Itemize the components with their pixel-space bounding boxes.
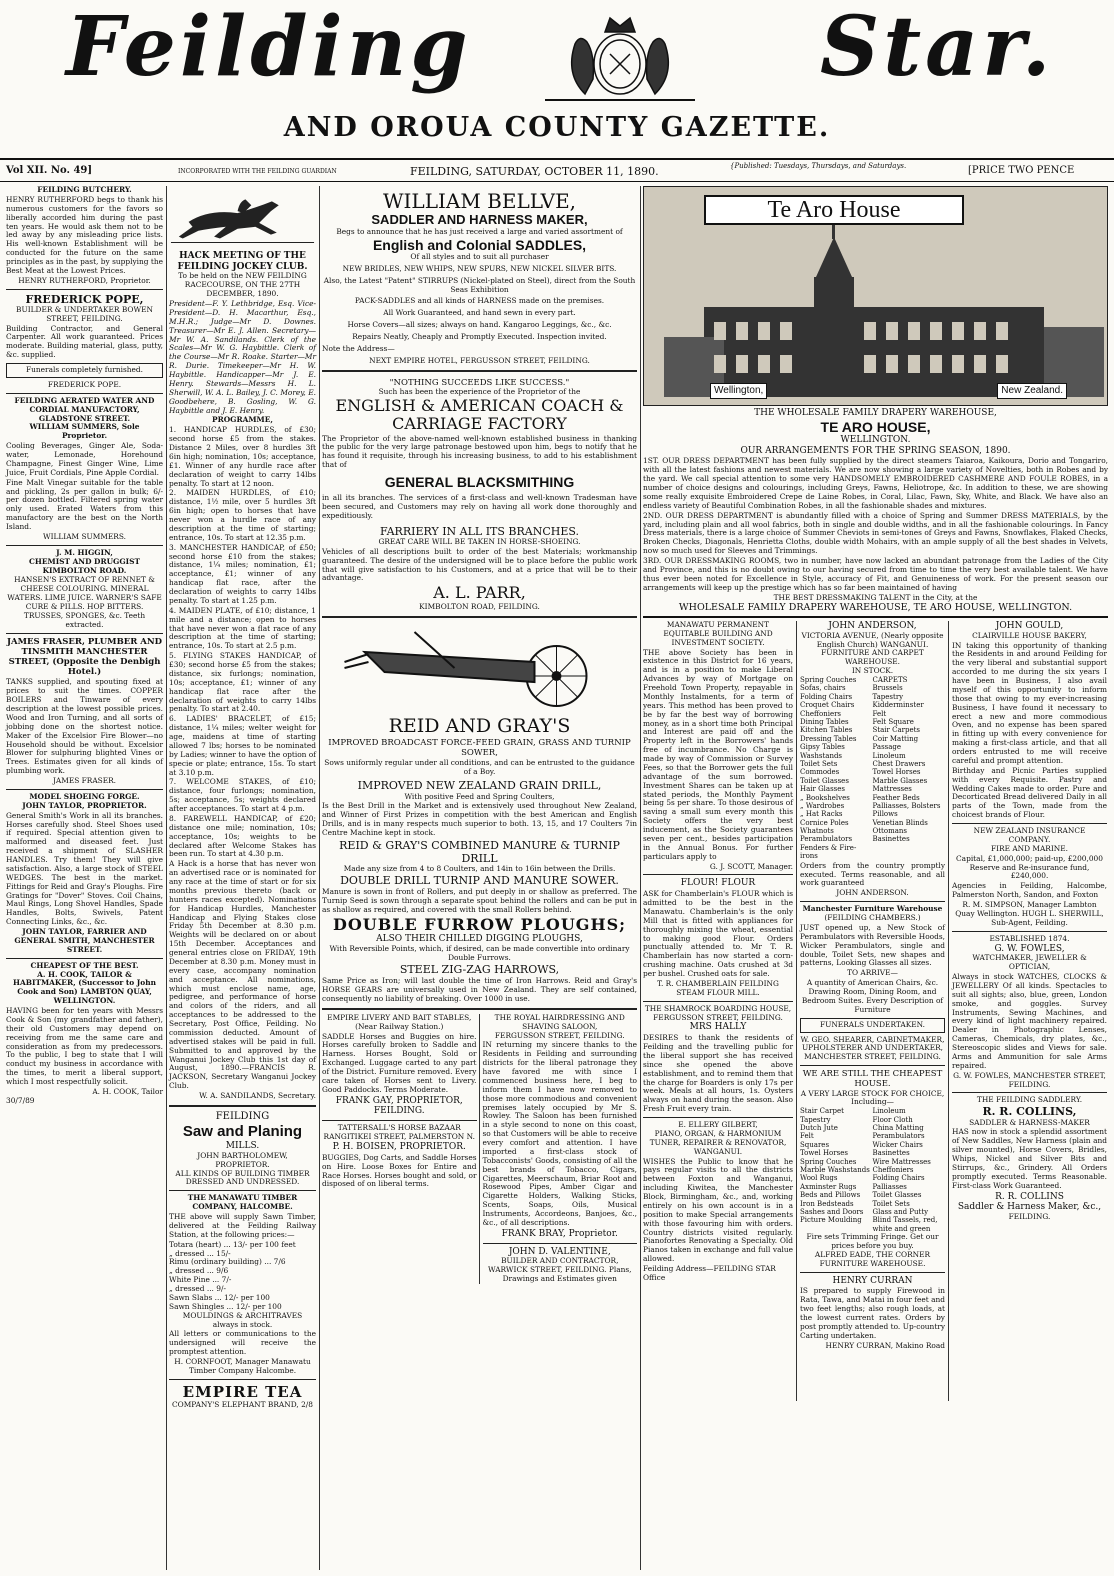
insurance-capital: Capital, £1,000,000; paid-up, £200,000 Reserve and Re-insurance fund, £240,000. — [956, 853, 1103, 881]
list-item: Floor Cloth — [872, 1115, 913, 1124]
boarding-sub: FERGUSSON STREET, FEILDING. — [653, 1012, 783, 1022]
list-item: Toilet Glasses — [872, 1191, 922, 1200]
list-item: Kidderminster — [872, 701, 924, 710]
list-item: Washstands — [800, 751, 843, 760]
masthead-subtitle: AND OROUA COUNTY GAZETTE. — [283, 112, 831, 143]
caption-wellington: Wellington, — [710, 383, 767, 399]
mfw-arrive-text: A quantity of American Chairs, &c. Drawing Room, Dining Room, and Bedroom Suites. Every Description of Furniture — [801, 978, 944, 1014]
timber-price-1: Totara (heart) ... 13/- per 100 feet — [169, 1239, 296, 1249]
list-item: Marble Washstands — [800, 1166, 870, 1174]
pope-funerals-box: Funerals completely furnished. — [6, 363, 163, 378]
ploughs-heading: DOUBLE FURROW PLOUGHS; — [332, 915, 627, 935]
timber-signature: H. CORNFOOT, Manager Manawatu Timber Company Halcombe. — [174, 1357, 311, 1375]
race-rules: A Hack is a horse that has never won an advertised race or is nominated for any race at the time of start or for six months previous thereto (back or hunters races excepted). Nominations for Handicap Hurdles, Manchester Handicap and Flying Stakes close Friday 5th December at 8.30 p.m. Weights will be declared on or about 15th December. Acceptances and general entries close on FRIDAY, 19th December at 8.30 p.m. Money must in every case, accompany nomination and acceptance. All nominations, which must enclose name, age, pedigree, and performance of horse and colors of the riders, and all acceptances to be addressed to the Secretary, Post Office, Feilding. No commission deducted. Amount of advertised stakes will be paid in full. Submitted to and approved by the Wanganui Jockey Club this 1st day of August, 1890.—FRANCIS R. JACKSON, Secretary Wanganui Jockey Club. — [169, 859, 316, 1091]
eade-text: Fire sets Trimming Fringe. Get our prices before you buy. — [806, 1232, 939, 1250]
bellve-line-2: Also, the Latest "Patent" STIRRUPS (Nickel-plated on Steel), direct from the South Seas Exhibition — [323, 275, 636, 294]
parr-text-3: Vehicles of all descriptions built to order of the best Materials; workmanship guaranteed. The desire of the undersigned will be to place before the public work that will give satisfaction to his Customers, and at a price that will be to their advantage. — [322, 546, 637, 583]
insurance-heading: NEW ZEALAND INSURANCE COMPANY. — [973, 826, 1086, 844]
manure-drill-heading: REID & GRAY'S COMBINED MANURE & TURNIP DRILL — [339, 838, 620, 866]
list-item: Felt — [872, 709, 887, 718]
parr-signature: A. L. PARR, — [433, 583, 526, 603]
cook-signature: A. H. COOK, Tailor — [92, 1086, 163, 1096]
list-item: Wicker Chairs — [872, 1140, 923, 1149]
anderson-heading: JOHN ANDERSON, — [828, 620, 917, 631]
list-item: Passage — [872, 743, 902, 752]
race-event-3: 3. MANCHESTER HANDICAP, of £50; second horse £10 from the stakes; distance, 1¼ miles; nomination, £1; acceptance, £1; winner of any handicap flat race, after the declaration of weights to carry 14lbs penalty. To start at 1.25 p.m. — [169, 542, 316, 605]
programme-heading: PROGRAMME, — [212, 415, 273, 425]
list-item: Squares — [800, 1140, 830, 1149]
bellve-line-7: Note the Address— — [322, 343, 395, 353]
list-item: Perambulators — [872, 1132, 925, 1141]
list-item: Blind Tassels, red, white and green — [872, 1216, 938, 1233]
te-aro-house-illustration — [643, 186, 1108, 406]
list-item: Palliasses, Bolsters — [872, 801, 941, 810]
funerals-box: FUNERALS UNDERTAKEN. — [800, 1018, 945, 1033]
ploughs-text: With Reversible Points, which, if desired, can be made convertible into ordinary Double Furrows. — [329, 944, 630, 963]
column-2 — [166, 186, 318, 1570]
grain-drill-text: Is the Best Drill in the Market and is extensively used throughout New Zealand, and Winner of First Prizes in competition with the best American and English Drills, and is in many respects much superior to both. 13, 15, and 17 Coulters 7in Centre Machine kept in stock. — [322, 801, 637, 838]
price: [PRICE TWO PENCE — [968, 165, 1075, 176]
flour-text: ASK for Chamberlain's FLOUR which is admitted to be the best in the Manawatu. Chamberlain's is the only Mill that is fitted with appliances for thoroughly mixing the wheat, essential to making good Flour. Orders punctually attended to. Mr T. R. Chamberlain has now started a corn-crushing machine. Oats crushed at 3d per bushel. Crushed oats for sale. — [643, 889, 793, 979]
te-aro-paragraph-1: 1ST. OUR DRESS DEPARTMENT has been fully supplied by the direct steamers Taiaroa, Kaikoura, Dorio and Tongariro, with all the latest fashions and newest materials. We are now showing a large variety of Novelties, both in Robes and by the yard. We call special attention to some very HANDSOMELY EMBROIDERED CASHMERE AND FOULE ROBES, in a number of choice designs and colourings, including Greys, Fawns, Heliotrope, &c. In addition to these, we are showing some really exquisite Embroidered Crepe de Laine Robes, in Coral, Lilac, Fawn, Sky, White, and Black. We have also an endless variety of Beautiful Combination Robes, in all the fashionable shades and mixtures. — [643, 456, 1108, 510]
parr-text-2: in all its branches. The services of a first-class and well-known Tradesman have been secured, and Customers may rely on having all work done thoroughly and expeditiously. — [322, 493, 637, 520]
butchery-heading: FEILDING BUTCHERY. — [37, 186, 132, 194]
summers-name: WILLIAM SUMMERS, Sole Proprietor. — [29, 422, 140, 441]
list-item: „ Wardrobes — [800, 801, 845, 810]
list-item: Tapestry — [872, 692, 904, 701]
list-item: Feather Beds — [872, 793, 920, 802]
mill-subtitle: MILLS. — [225, 1140, 260, 1151]
fowles-sub: WATCHMAKER, JEWELLER & OPTICIAN, — [972, 953, 1087, 972]
timber-text: THE above will supply Sawn Timber, delivered at the Feilding Railway Station, at the following prices:— — [169, 1212, 316, 1239]
list-item: Whatnots — [800, 827, 834, 836]
list-item: Dutch Jute — [800, 1124, 838, 1133]
boarding-text: DESIRES to thank the residents of Feilding and the travelling public for the liberal support she has received since she opened the above establishment, and to remind them that the charge for Boarders is only 17s per week. Meals at all hours, 1s. Oysters always on hand during the season. Also Fresh Fruit every train. — [643, 1033, 793, 1114]
butchery-text: HENRY RUTHERFORD begs to thank his numerous customers for the favors so liberally accorded him during the past ten years. He would ask them not to be led away by any misleading price lists. His well-known Establishment will be conducted for the future on the same principles as in the past, by supplying the Best Meat at the Lowest Prices. — [6, 194, 163, 275]
timber-price-6: „ dressed ... 9/- — [169, 1284, 226, 1294]
list-item: Chest Drawers — [872, 759, 926, 768]
publication-days: {Published: Tuesdays, Thursdays, and Saturdays. — [730, 162, 907, 170]
list-item: Croquet Chairs — [800, 701, 855, 710]
reid-sower-heading: IMPROVED BROADCAST FORCE-FEED GRAIN, GRASS AND TURNIP SOWER, — [328, 738, 631, 759]
mfw-sub: (FEILDING CHAMBERS.) — [824, 913, 921, 923]
fowles-established: ESTABLISHED 1874. — [989, 933, 1070, 943]
list-item: Venetian Blinds — [872, 818, 928, 827]
race-event-2: 2. MAIDEN HURDLES, of £10; distance, 1½ mile, over 5 hurdles 3ft 6in high; open to horses that have never won a hurdle race of any description at the time of starting; entrance, 10s. To start at 12.35 p.m. — [169, 488, 316, 542]
saloon-signature: FRANK BRAY, Proprietor. — [501, 1228, 618, 1239]
empire-tea-heading: EMPIRE TEA — [182, 1382, 303, 1401]
fraser-signature: JAMES FRASER. — [52, 776, 117, 786]
seed-sower-illustration-icon — [322, 622, 637, 714]
mfw-heading: Manchester Furniture Warehouse — [802, 904, 943, 914]
pope-heading: FREDERICK POPE, — [25, 292, 144, 306]
curran-signature: HENRY CURRAN, Makino Road — [825, 1340, 945, 1350]
list-item: Sofas, chairs — [800, 684, 846, 693]
eade-sub: A VERY LARGE STOCK FOR CHOICE, Including— — [800, 1088, 945, 1107]
list-item: Mattresses — [872, 785, 912, 794]
list-item: Glass and Putty — [872, 1207, 929, 1216]
parr-sub: Such has been the experience of the Proprietor of the — [378, 386, 581, 396]
fraser-heading: JAMES FRASER, PLUMBER AND TINSMITH MANCHESTER STREET, (Opposite the Denbigh Hotel.) — [6, 636, 163, 678]
forge-heading: MODEL SHOEING FORGE. — [29, 791, 140, 801]
bellve-subheading: SADDLER AND HARNESS MAKER, — [371, 212, 588, 227]
bazaar-sub: RANGITIKEI STREET, PALMERSTON N. — [323, 1132, 475, 1142]
timber-price-5: White Pine ... 7/- — [169, 1275, 232, 1285]
te-aro-season: OUR ARRANGEMENTS FOR THE SPRING SEASON, 1890. — [740, 445, 1011, 456]
list-item: Folding Chairs — [800, 692, 853, 701]
flour-heading: FLOUR! FLOUR — [680, 878, 756, 889]
empire-tea-sub: COMPANY'S ELEPHANT BRAND, 2/8 — [172, 1399, 313, 1409]
list-item: Dressing Tables — [800, 734, 857, 743]
bellve-saddles: English and Colonial SADDLES, — [372, 236, 587, 253]
anderson-in-stock: IN STOCK. — [851, 666, 894, 676]
grain-drill-heading: IMPROVED NEW ZEALAND GRAIN DRILL, — [357, 779, 602, 793]
collins-sub: SADDLER & HARNESS-MAKER — [969, 1117, 1090, 1127]
list-item: Toilet Sets — [872, 1199, 910, 1208]
manure-drill-sub: Made any size from 4 to 8 Coulters, and 14in to 16in between the Drills. — [343, 864, 616, 874]
te-aro-paragraph-2: 2ND. OUR DRESS DEPARTMENT is abundantly filled with a choice of Spring and Summer DRESS MATERIALS, by the yard, including plain and all wool fabrics, both in single and double widths, and in all the fashionable colourings. In Fancy Dress materials, there is a large choice of Summer Cheviots in semi-tones of Greys and Fawns, Snowflakes, Flaked Checks, Broken Checks, Diagonals, Henrietta Cloths, double width Mohairs, with an ample supply of all the best shades in Velvets, now so much used for Sleeves and Trimmings. — [643, 510, 1108, 556]
te-aro-paragraph-3: 3RD. OUR DRESSMAKING ROOMS, two in number, have now lacked an abundant patronage from the Ladies of the City and Province, and this is no doubt owing to our having secured from time to time the very best available talent. We have thus ever been noted for Excellence in Style, accuracy of Fit, and Genuineness of work. For the present season our arrangements will keep up the prestige which has so far been maintained of having — [643, 556, 1108, 592]
pope-subheading: BUILDER & UNDERTAKER BOWEN STREET, FEILDING. — [16, 304, 153, 323]
parr-address: KIMBOLTON ROAD, FEILDING. — [419, 601, 540, 611]
race-event-4: 4. MAIDEN PLATE, of £10; distance, 1 mile and a distance; open to horses that have never won a flat race of any description at the time of starting; entrance, 10s. To start at 2.5 p.m. — [169, 605, 316, 651]
gould-text-2: Birthday and Picnic Parties supplied with every Requisite. Pastry and Wedding Cakes made to order. Pure and Decorticated Bread delivered Daily in all parts of the Town, made from the choicest brands of Flour. — [952, 765, 1107, 820]
gilbert-text: WISHES the Public to know that he pays regular visits to all the districts between Foxton and Wanganui, including Kiwitea, the Manchester Block, Birmingham, &c., and, working entirely on his own account is in a position to make Special arrangements with those favouring him with orders. Country districts visited regularly. Pianofortes Renovating a Specialty. Old Pianos taken in exchange and full value allowed. — [643, 1156, 793, 1264]
masthead — [0, 0, 1114, 155]
te-aro-footer: WHOLESALE FAMILY DRAPERY WAREHOUSE, TE ARO HOUSE, WELLINGTON. — [643, 602, 1108, 617]
bellve-intro: Begs to announce that he has just received a large and varied assortment of — [336, 226, 623, 236]
issue-date: FEILDING, SATURDAY, OCTOBER 11, 1890. — [410, 165, 659, 178]
list-item: Perambulators — [800, 835, 853, 844]
gilbert-sub: PIANO, ORGAN, & HARMONIUM TUNER, REPAIRER & RENOVATOR, WANGANUI. — [649, 1128, 787, 1156]
list-item: Felt Square — [872, 718, 914, 726]
list-item: Toilet Sets — [800, 759, 838, 768]
list-item: Ottomans — [872, 827, 907, 836]
list-item: Towel Horses — [800, 1149, 848, 1158]
butchery-signature: HENRY RUTHERFORD, Proprietor. — [18, 275, 151, 285]
list-item: Stair Carpet — [800, 1107, 844, 1116]
column-3 — [319, 186, 639, 1570]
bellve-line-6: Repairs Neatly, Cheaply and Promptly Executed. Inspection invited. — [352, 332, 607, 342]
chemist-products: HANSEN'S EXTRACT OF RENNET & CHEESE COLOURING. MINERAL WATERS. LIME JUICE. WARNER'S SAFE CURE & PILLS. HOP BITTERS. TRUSSES, SPONGES, &c. Teeth extracted. — [7, 575, 162, 629]
timber-letters: All letters or communications to the undersigned will receive the promptest attention. — [169, 1329, 316, 1357]
list-item: Spring Couches — [800, 676, 857, 685]
flour-signature: T. R. CHAMBERLAIN FEILDING STEAM FLOUR MILL. — [657, 978, 779, 997]
race-event-1: 1. HANDICAP HURDLES, of £30; second horse £5 from the stakes. Distance 2 Miles, over 8 hurdles 3ft 6in high; nomination, 10s; acceptance, £1. Winner of any hurdle race after declaration of weight to carry 14lbs penalty. To start at 12 noon. — [169, 425, 316, 488]
bellve-line-4: All Work Guaranteed, and hand sewn in every part. — [383, 308, 576, 318]
incorporated-note: INCORPORATED WITH THE FEILDING GUARDIAN — [178, 168, 337, 175]
mfw-text: JUST opened up, a New Stock of Perambulators with Reversible Hoods, Wicker Perambulators, single and double, Toilet Sets, new shapes and patterns, Looking Glasses all sizes. — [800, 922, 945, 968]
te-aro-title: Te Aro House — [704, 195, 964, 225]
horse-shoeing-line: GREAT CARE WILL BE TAKEN IN HORSE-SHOEING. — [378, 536, 581, 546]
gilbert-heading: E. ELLERY GILBERT, — [678, 1120, 758, 1130]
caption-new-zealand: New Zealand. — [997, 383, 1067, 399]
masthead-title-left: Feilding — [66, 0, 472, 95]
list-item: Kitchen Tables — [800, 726, 853, 735]
bellve-address: NEXT EMPIRE HOTEL, FERGUSSON STREET, FEILDING. — [369, 355, 590, 365]
royal-crest-icon — [525, 4, 715, 104]
hack-meeting-sub: To be held on the NEW FEILDING RACECOURSE, ON THE 27TH DECEMBER, 1890. — [178, 271, 307, 299]
race-event-5: 5. FLYING STAKES HANDICAP, of £30; second horse £5 from the stakes; distance, six furlongs; nomination, 10s; acceptance, £1; winner of any handicap flat race after the declaration of weights to carry 14lbs penalty. To start at 2.40. — [169, 651, 316, 714]
cook-heading: A. H. COOK, TAILOR & HABITMAKER, (Successor to John Cook and Son) LAMBTON QUAY, WELLINGTON. — [13, 969, 156, 1006]
list-item: Gipsy Tables — [800, 743, 845, 752]
list-item: Tapestry — [800, 1115, 831, 1124]
list-item: Sashes and Doors — [800, 1207, 864, 1216]
taylor-name: JOHN TAYLOR, PROPRIETOR. — [22, 800, 147, 810]
list-item: Pillows — [872, 810, 898, 819]
footer-code: 30/7/89 — [6, 1095, 35, 1105]
gould-heading: JOHN GOULD, — [995, 620, 1064, 631]
parr-quote: "NOTHING SUCCEEDS LIKE SUCCESS." — [389, 377, 570, 388]
list-item: Hair Glasses — [800, 785, 846, 794]
grain-drill-sub: With positive Feed and Spring Coulters, — [404, 791, 555, 801]
list-item: Coir Matting — [872, 734, 919, 743]
list-item: Cheffoniers — [872, 1166, 914, 1174]
list-item: Cornice Poles — [800, 818, 849, 827]
list-item: Linoleum — [872, 1107, 906, 1116]
bellve-line-1: NEW BRIDLES, NEW WHIPS, NEW SPURS, NEW NICKEL SILVER BITS. — [342, 263, 617, 273]
farriery-line: FARRIERY IN ALL ITS BRANCHES. — [379, 524, 580, 538]
fowles-text: Always in stock WATCHES, CLOCKS & JEWELLERY Of all kinds. Spectacles to suit all sights; also, blue, green, London smoke, and goggles. Survey Instruments, Sewing Machines, and every kind of light machinery repaired. Dealer in Photographic Lenses, Cameras, Chemicals, dry plates, &c., Stereoscopic slides and Views for sale. Arms and Ammunition for sale Arms repaired. — [952, 972, 1107, 1070]
mfw-arrive: TO ARRIVE— — [847, 968, 898, 978]
bazaar-heading: TATTERSALL'S HORSE BAZAAR — [337, 1123, 461, 1133]
harrows-text: Same Price as Iron; will last double the time of Iron Harrows. Reid and Gray's HORSE GEARS are universally used in New Zealand. They are self contained, consequently no liability of breaking. Over 1000 in use. — [322, 976, 637, 1003]
anderson-signature: JOHN ANDERSON. — [836, 888, 909, 898]
timber-company-heading: THE MANAWATU TIMBER COMPANY, HALCOMBE. — [187, 1193, 298, 1212]
collins-text: HAS now in stock a splendid assortment of New Saddles, New Harness (plain and silver mounted), Horse Covers, Bridles, Whips, Nickel and Silver Bits and Stirrups, &c., Grindery. All Orders promptly executed. Terms Reasonable. First-class Work Guaranteed. — [952, 1127, 1107, 1190]
list-item: Palliasses — [872, 1182, 907, 1191]
racehorse-illustration-icon — [169, 186, 316, 248]
timber-price-7: Sawn Slabs ... 12/- per 100 — [169, 1292, 270, 1302]
mill-title: Saw and Planing — [182, 1122, 303, 1140]
race-event-7: 7. WELCOME STAKES, of £10; distance, four furlongs; nomination, 5s; acceptance, 5s; weights declared after acceptances. To start at 4 p.m. — [169, 777, 316, 814]
bazaar-signature: P. H. BOISEN, PROPRIETOR. — [332, 1141, 466, 1152]
list-item: Dining Tables — [800, 718, 849, 726]
mfw-signature: W. GEO. SHEARER, CABINETMAKER, UPHOLSTERER AND UNDERTAKER, MANCHESTER STREET, FEILDING. — [800, 1034, 945, 1062]
te-aro-city: WELLINGTON. — [840, 434, 911, 445]
taylor-signature: JOHN TAYLOR, FARRIER AND GENERAL SMITH, MANCHESTER STREET. — [14, 927, 155, 954]
column-1 — [4, 186, 165, 1570]
saloon-text: IN returning my sincere thanks to the Residents in Feilding and surrounding districts for the liberal patronage they have favored me with since I commenced business here, I beg to inform them I have now removed to those more commodious and convenient premises lately occupied by Mr S. Rowley. The Saloon has been furnished in a style second to none on this coast, so that Customers will be able to receive every comfort and attention. I have imported a first-class stock of Tobacconists' Goods, consisting of all the best brands of Tobacco, Cigars, Cigarettes, Meerschaum, Briar Root and Rosewood Pipes, Amber Cigar and Cigarette Holders, Walking Sticks, Scents, Soaps, Oils, Musical Instruments, Accordeons, Banjoes, &c., &c., of all descriptions. — [482, 1040, 637, 1227]
list-item: Felt — [800, 1132, 814, 1141]
parr-text: The Proprietor of the above-named well-known established business in thanking the public for the very large patronage bestowed upon him, begs to notify that he has found it requisite, through his increasing business, to add to his establishment that of — [322, 433, 637, 470]
curran-text: IS prepared to supply Firewood in Rata, Tawa, and Matai in four feet and two feet lengths; also rough loads, at the lowest current rates. Orders by post promptly attended to. Up-country Carting undertaken. — [800, 1286, 945, 1340]
te-aro-name: TE ARO HOUSE, — [820, 418, 931, 435]
summers-signature: WILLIAM SUMMERS. — [42, 531, 127, 541]
ploughs-sub: ALSO THEIR CHILLED DIGGING PLOUGHS, — [376, 934, 583, 945]
chemist-heading: CHEMIST AND DRUGGIST KIMBOLTON ROAD. — [29, 556, 140, 575]
taylor-text: General Smith's Work in all its branches. Horses carefully shod. Steel Shoes used if required. Special attention given to malformed and diseased feet. Just received a shipment of SLASHER HANDLES. Try them! They will give satisfaction. Also, a large stock of STEEL WEDGES. The best in the market. Fittings for Reid and Gray's Ploughs. Fire Gratings for "Dover" Stoves. Coil Chains, Maul Rings, Long Shovel Handles, Spade Handles, Bolts, Swivels, Patent Connecting Links, &c., &c. — [6, 810, 163, 927]
list-item: Picture Moulding — [800, 1216, 862, 1225]
reid-sower-text: Sows uniformly regular under all conditions, and can be entrusted to the guidance of a Boy. — [324, 757, 635, 776]
anderson-warehouse: FURNITURE AND CARPET WAREHOUSE. — [821, 648, 924, 667]
double-drill-text: Manure is sown in front of Rollers, and put deeply in or shallow as preferred. The Turnip Seed is sown through a separate spout behind the rollers and can be put in as shallow as required, and covered with the small Rollers behind. — [322, 887, 637, 915]
reid-gray-heading: REID AND GRAY'S — [388, 715, 571, 738]
list-item: Cheffoniers — [800, 709, 842, 718]
list-item: Brussels — [872, 684, 903, 693]
saloon-heading: THE ROYAL HAIRDRESSING AND SHAVING SALOON, — [494, 1012, 625, 1031]
mill-owner: JOHN BARTHOLOMEW, PROPRIETOR. — [197, 1150, 288, 1169]
race-secretary: W. A. SANDILANDS, Secretary. — [199, 1091, 316, 1101]
insurance-sub: FIRE AND MARINE. — [990, 843, 1069, 853]
timber-price-4: „ dressed ... 9/6 — [169, 1266, 229, 1276]
collins-address: FEILDING. — [1008, 1212, 1051, 1222]
collins-signature-2: Saddler & Harness Maker, &c., — [957, 1202, 1102, 1213]
timber-price-3: Rimu (ordinary building) ... 7/6 — [169, 1257, 286, 1267]
list-item: Wool Rugs — [800, 1174, 838, 1183]
pope-text: Building Contractor, and General Carpenter. All work guaranteed. Prices moderate. Building material, glass, putty, &c. supplied. — [6, 323, 163, 360]
list-item: Beds and Pillows — [800, 1191, 861, 1200]
valentine-heading: JOHN D. VALENTINE, — [508, 1246, 611, 1257]
insurance-signature: R. M. SIMPSON, Manager Lambton Quay Wellington. HUGH L. SHERWILL, Sub-Agent, Feilding. — [955, 900, 1104, 927]
aerated-heading: FEILDING AERATED WATER AND CORDIAL MANUFACTORY, GLADSTONE STREET. — [14, 395, 155, 423]
eade-signature: ALFRED EADE, THE CORNER FURNITURE WAREHOUSE. — [814, 1249, 931, 1268]
blacksmithing-heading: GENERAL BLACKSMITHING — [384, 474, 575, 490]
mill-heading: FEILDING — [215, 1110, 270, 1122]
list-item: China Matting — [872, 1124, 924, 1133]
list-item: Linoleum — [872, 751, 906, 760]
cook-tagline: CHEAPEST OF THE BEST. — [30, 960, 139, 970]
double-drill-heading: DOUBLE DRILL TURNIP AND MANURE SOWER. — [340, 874, 619, 888]
column-4 — [640, 186, 1110, 1570]
timber-price-2: „ dressed ... 15/- — [169, 1248, 231, 1258]
boarding-name: MRS HALLY — [689, 1022, 747, 1033]
fowles-signature: G. W. FOWLES, MANCHESTER STREET, FEILDING. — [953, 1070, 1106, 1089]
fraser-text: TANKS supplied, and spouting fixed at prices to suit the times. COPPER BOILERS and Tinware of every description at the lowest possible prices. Wood and Iron Turning, and all sorts of jobbing done on the shortest notice. Maker of the Excelsior Fire Blower—no Household should be without. Excelsior Blower for sulphuring blighted Vines or Trees. Estimates given for all kinds of plumbing work. — [6, 677, 163, 776]
valentine-sub: BUILDER AND CONTRACTOR, — [501, 1256, 619, 1266]
bellve-heading: WILLIAM BELLVE, — [382, 189, 577, 213]
te-aro-talent: THE BEST DRESSMAKING TALENT in the City, at the — [773, 592, 978, 602]
curran-heading: HENRY CURRAN — [832, 1275, 913, 1286]
building-society-heading: MANAWATU PERMANENT EQUITABLE BUILDING AND INVESTMENT SOCIETY. — [663, 620, 773, 647]
drinks-list: Cooling Beverages, Ginger Ale, Soda-water, Lemonade, Horehound Champagne, Finest Ginger Wine, Lime Juice, Fruit Cordials, Pine Apple Cordial. — [6, 441, 163, 477]
saloon-sub: FERGUSSON STREET, FEILDING. — [494, 1030, 625, 1040]
mouldings-note: MOULDINGS & ARCHITRAVES always in stock. — [182, 1310, 303, 1329]
pope-signature: FREDERICK POPE. — [47, 379, 122, 389]
building-society-signature: G. J. SCOTT, Manager. — [709, 861, 793, 871]
list-item: Axminster Rugs — [800, 1182, 857, 1191]
list-item: Basinettes — [872, 835, 910, 844]
list-item: Wire Mattresses — [872, 1157, 931, 1166]
hack-meeting-heading: HACK MEETING OF THE FEILDING JOCKEY CLUB. — [177, 250, 308, 272]
masthead-title-right: Star. — [820, 0, 1055, 95]
anderson-sub: VICTORIA AVENUE, (Nearly opposite English Church) WANGANUI. — [801, 630, 944, 649]
parr-factory-heading: ENGLISH & AMERICAN COACH & CARRIAGE FACTORY — [335, 395, 624, 434]
saddlery-heading: THE FEILDING SADDLERY. — [976, 1095, 1083, 1105]
gilbert-address: Feilding Address—FEILDING STAR Office — [643, 1264, 776, 1282]
livery-signature: FRANK GAY, PROPRIETOR, FEILDING. — [335, 1095, 463, 1117]
club-officers: President—F. Y. Lethbridge, Esq. Vice-President—D. H. Macarthur, Esq., M.H.R.; Judge—Mr D. Downes. Treasurer—Mr E. J. Allen. Secretary—Mr W. A. Sandilands. Clerk of the Scales—Mr W. G. Haybittle. Clerk of the Course—Mr R. Roake. Starter—Mr R. Durie. Timekeeper—Mr H. W. Haybittle. Handicapper—Mr J. E. Henry. Stewards—Messrs H. L. Sherwill, W. A. L. Bailey, J. C. Morey, E. Goodbehere, B. Gosling, W. G. Haybittle and J. E. Henry. — [169, 299, 316, 415]
livery-heading: EMPIRE LIVERY AND BAIT STABLES, — [327, 1012, 472, 1022]
insurance-agencies: Agencies in Feilding, Halcombe, Palmerston North, Sandon, and Foxton — [952, 881, 1107, 900]
list-item: Stair Carpets — [872, 726, 920, 735]
eade-heading: WE ARE STILL THE CHEAPEST HOUSE. — [802, 1069, 943, 1090]
bellve-styles: Of all styles and to suit all purchaser — [410, 251, 549, 261]
boarding-heading: THE SHAMROCK BOARDING HOUSE, — [644, 1003, 792, 1013]
livery-text: SADDLE Horses and Buggies on hire. Horses carefully broken to Saddle and Harness. Horses Bought, Sold or Exchanged. Luggage carted to any part of the District. Furniture removed. Every care taken of Horses sent to Livery. Good Paddocks. Terms Moderate. — [322, 1031, 477, 1094]
list-item: Commodes — [800, 768, 840, 777]
fowles-heading: G. W. FOWLES, — [994, 943, 1065, 954]
bazaar-text: BUGGIES, Dog Carts, and Saddle Horses on Hire. Loose Boxes for Entire and Race Horses. Horses bought and sold, or disposed of on liberal terms. — [322, 1152, 477, 1189]
list-item: Basinettes — [872, 1149, 910, 1158]
bellve-line-5: Horse Covers—all sizes; always on hand. Kangaroo Leggings, &c., &c. — [347, 320, 612, 330]
list-item: Fenders & Fire-irons — [800, 843, 857, 861]
volume-number: Vol XII. No. 49] — [6, 165, 93, 176]
gould-text: IN taking this opportunity of thanking the Residents in and around Feilding for the very liberal and substantial support accorded to me during the six years I have been in Business, I also avail myself of this opportunity to inform those that owing to my ever-increasing Business, I have found it necessary to erect a new and more commodious Oven, and no expense has been spared in fitting up with every convenience for making a first-class article, and that all orders entrusted to me will receive careful and prompt attention. — [952, 640, 1107, 765]
higgin-name: J. M. HIGGIN, — [56, 547, 113, 557]
gould-sub: CLAIRVILLE HOUSE BAKERY, — [972, 630, 1087, 640]
race-event-6: 6. LADIES' BRACELET, of £15; distance, 1¼ miles; welter weight for age, maidens at time of starting allowed 7 lbs; horses to be nominated by Ladies; winner to have the option of specie or plate; entrance, 15s. To start at 3.10 p.m. — [169, 714, 316, 777]
cook-text: HAVING been for ten years with Messrs Cook & Son (my grandfather and father), their old Customers may depend on receiving from me the same care and consideration as from my predecessors. To the public, I beg to state that I will conduct my business in accordance with the times, to merit a liberal support, which I most respectfully solicit. — [6, 1006, 163, 1087]
timber-price-8: Sawn Shingles ... 12/- per 100 — [169, 1301, 282, 1311]
bellve-line-3: PACK-SADDLES and all kinds of HARNESS made on the premises. — [354, 296, 605, 306]
list-item: „ Bookshelves — [800, 793, 850, 802]
list-item: „ Hat Racks — [800, 810, 843, 819]
building-society-text: THE above Society has been in existence in this District for 16 years, and is in a position to make Liberal Advances by way of Mortgage on Freehold Town Property, repayable in Monthly Instalments, for a term of years. This method has been proved to be by far the best way of borrowing money, as in a short time both Principal and Interest are paid off and the Property left in the Borrowers' hands free of incumbrance. No Charge is made by way of Commission or Survey Fees, so that the Borrower gets the full advantage of the sum borrowed. Investment Shares can be taken up at stated periods, the Monthly Payment being 5s per share. To those desirous of saving a small sum every month this Society offers the very best inducement, as the Society guarantees seven per cent., besides participation in the Annual Bonus. For further particulars apply to — [643, 647, 793, 861]
race-event-8: 8. FAREWELL HANDICAP, of £20; distance one mile; nomination, 10s; acceptance, 10s; weights to be declared after Welcome Stakes has been run. To start at 4.30 p.m. — [169, 813, 316, 859]
list-item: Marble Glasses — [872, 776, 928, 785]
mill-kinds: ALL KINDS OF BUILDING TIMBER DRESSED AND UNDRESSED. — [175, 1168, 310, 1187]
list-item: Spring Couches — [800, 1157, 857, 1166]
valentine-text: WARWICK STREET, FEILDING. Plans, Drawings and Estimates given — [487, 1265, 632, 1284]
list-item: Toilet Glasses — [800, 776, 849, 785]
te-aro-line-1: THE WHOLESALE FAMILY DRAPERY WAREHOUSE, — [754, 408, 997, 418]
list-item: Towel Horses — [872, 768, 921, 777]
list-item: CARPETS — [872, 676, 908, 685]
harrows-heading: STEEL ZIG-ZAG HARROWS, — [399, 962, 560, 976]
dateline — [0, 158, 1114, 182]
anderson-orders: Orders from the country promptly executed. Terms reasonable, and all work guaranteed — [800, 860, 945, 888]
list-item: Folding Chairs — [872, 1174, 925, 1183]
vinegar-text: Fine Malt Vinegar suitable for the table and pickling, 2s per gallon in bulk; 6/- per dozen bottled. Filtered spring water only used. Erated Waters from this manufactory are the best on the North Island. — [6, 477, 163, 532]
collins-signature: R. R. COLLINS — [995, 1191, 1064, 1202]
list-item: Iron Bedsteads — [800, 1199, 854, 1208]
collins-heading: R. R. COLLINS, — [982, 1105, 1077, 1119]
livery-sub: (Near Railway Station.) — [355, 1021, 444, 1031]
